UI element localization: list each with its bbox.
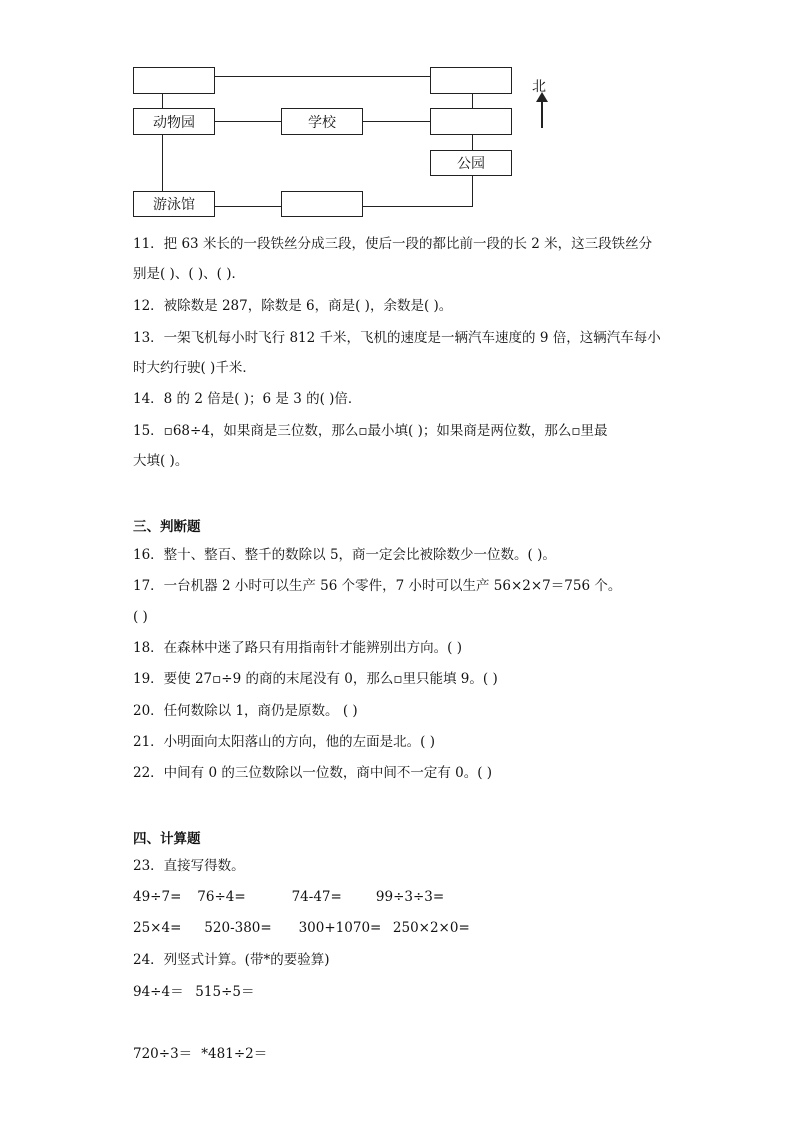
- calc-row-3: [133, 982, 673, 1002]
- calc-item: 25×4=: [133, 920, 182, 936]
- q12: 12．被除数是 287，除数是 6，商是( )，余数是( )。: [133, 298, 453, 314]
- map-line-left-bottom: [162, 135, 163, 192]
- calc-row-2: [133, 918, 673, 938]
- north-arrow-shaft: [541, 96, 543, 128]
- calc-row-1: [133, 887, 673, 907]
- map-box-park: [430, 150, 512, 176]
- map-line-zoo-school: [215, 121, 282, 122]
- map-box-top-right: [430, 67, 512, 94]
- q17-line1: 17．一台机器 2 小时可以生产 56 个零件，7 小时可以生产 56×2×7＝756 个。: [133, 578, 622, 594]
- map-box-zoo: [133, 108, 215, 135]
- q19: 19．要使 27▫÷9 的商的末尾没有 0，那么▫里只能填 9。( ): [133, 671, 498, 687]
- q20: 20．任何数除以 1，商仍是原数。 ( ): [133, 703, 358, 719]
- q13-line2: 时大约行驶( )千米．: [133, 360, 256, 376]
- calc-item: 49÷7=: [133, 889, 182, 905]
- map-box-middle-right: [430, 108, 512, 135]
- q24: 24．列竖式计算。(带*的要验算): [133, 952, 330, 968]
- calc-item: 94÷4＝: [133, 984, 184, 1000]
- q15-line1: 15．▫68÷4，如果商是三位数，那么▫最小填( )；如果商是两位数，那么▫里最: [133, 423, 608, 439]
- school-label: 学校: [308, 114, 336, 131]
- map-line-top: [215, 76, 430, 77]
- calc-item: 300+1070=: [298, 920, 382, 936]
- calc-item: 74-47=: [291, 889, 342, 905]
- q18: 18．在森林中迷了路只有用指南针才能辨别出方向。( ): [133, 640, 463, 656]
- q13-line1: 13．一架飞机每小时飞行 812 千米，飞机的速度是一辆汽车速度的 9 倍，这辆汽车每小: [133, 330, 661, 346]
- map-line-bottom-right: [362, 206, 473, 207]
- map-line-school-right: [362, 121, 430, 122]
- map-line-left-top: [162, 94, 163, 109]
- calc-item: 720÷3＝: [133, 1046, 193, 1062]
- q16: 16．整十、整百、整千的数除以 5，商一定会比被除数少一位数。( )。: [133, 547, 556, 563]
- calc-row-4: [133, 1044, 673, 1064]
- map-box-pool: [133, 191, 215, 217]
- section-calculation-title: 四、计算题: [133, 831, 201, 847]
- q11-line1: 11．把 63 米长的一段铁丝分成三段，使后一段的都比前一段的长 2 米，这三段铁丝分: [133, 236, 653, 252]
- map-line-right-park: [472, 135, 473, 150]
- north-label: 北: [532, 79, 546, 95]
- map-box-bottom-middle: [281, 191, 363, 217]
- q14: 14．8 的 2 倍是( )；6 是 3 的( )倍．: [133, 391, 362, 407]
- calc-item: *481÷2＝: [201, 1046, 268, 1062]
- map-box-top-left: [133, 67, 215, 94]
- map-box-school: [281, 108, 363, 135]
- map-line-right-top: [472, 94, 473, 109]
- zoo-label: 动物园: [153, 114, 195, 131]
- map-line-pool-blank: [215, 206, 282, 207]
- section-judgement-title: 三、判断题: [133, 519, 201, 535]
- calc-item: 99÷3÷3=: [375, 889, 445, 905]
- q22: 22．中间有 0 的三位数除以一位数，商中间不一定有 0。( ): [133, 765, 493, 781]
- calc-item: 515÷5＝: [195, 984, 255, 1000]
- calc-item: 250×2×0=: [392, 920, 470, 936]
- q21: 21．小明面向太阳落山的方向，他的左面是北。( ): [133, 734, 436, 750]
- pool-label: 游泳馆: [153, 197, 195, 213]
- park-label: 公园: [457, 156, 485, 172]
- q23: 23．直接写得数。: [133, 858, 245, 874]
- direction-map: [0, 0, 794, 230]
- q15-line2: 大填( )。: [133, 453, 189, 469]
- q11-line2: 别是( )、( )、( )．: [133, 266, 245, 282]
- map-line-park-down: [472, 176, 473, 207]
- calc-item: 520-380=: [204, 920, 272, 936]
- q17-line2: ( ): [133, 609, 148, 625]
- calc-item: 76÷4=: [197, 889, 246, 905]
